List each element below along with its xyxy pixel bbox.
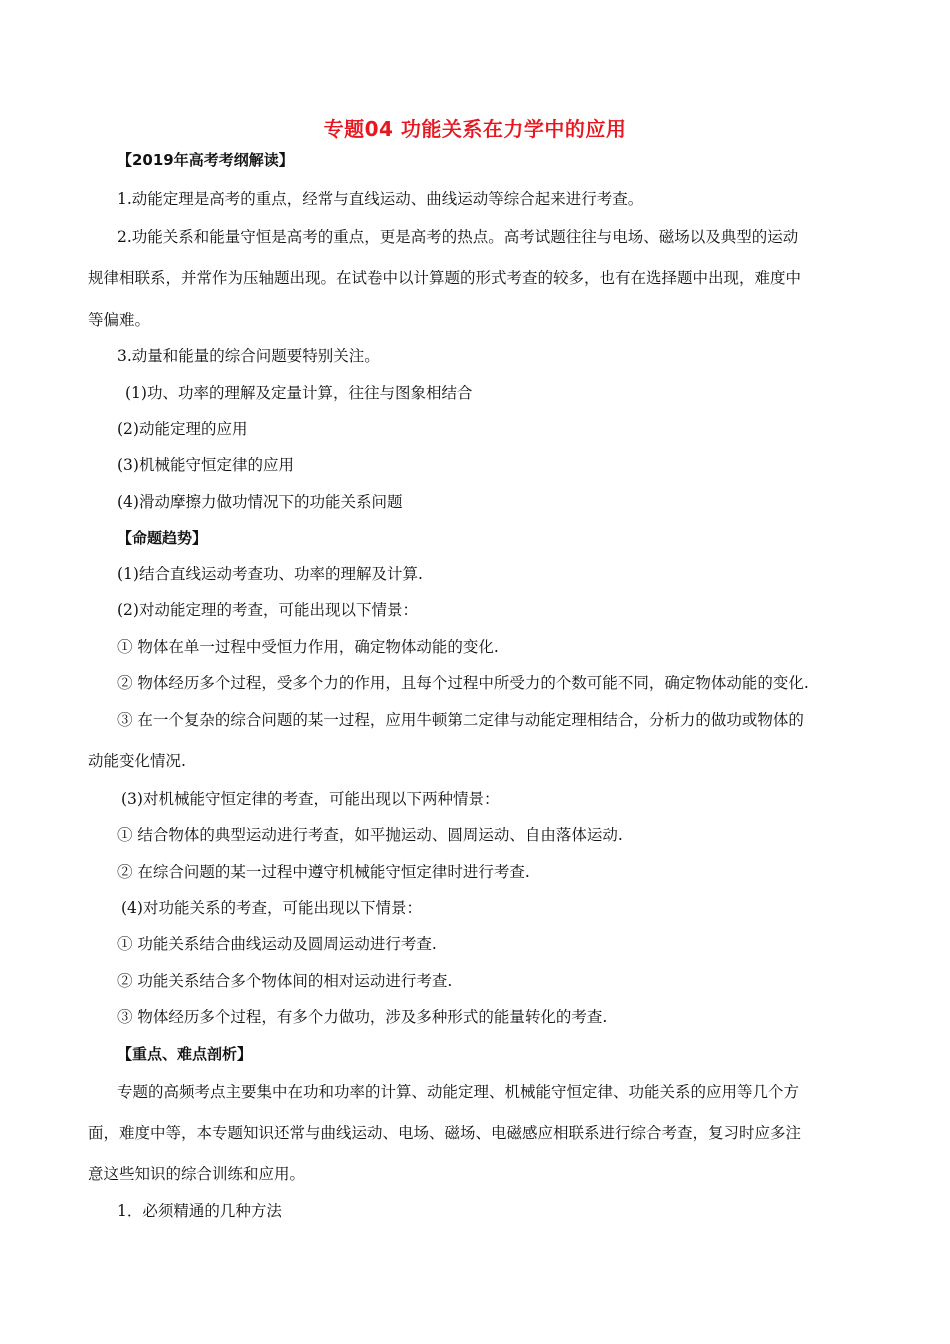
list-item: ③ 在一个复杂的综合问题的某一过程，应用牛顿第二定律与动能定理相结合，分析力的做功或物体的 bbox=[117, 711, 804, 729]
paragraph-line: 3.动量和能量的综合问题要特别关注。 bbox=[117, 347, 380, 365]
list-item: ① 结合物体的典型运动进行考查，如平抛运动、圆周运动、自由落体运动. bbox=[117, 826, 623, 844]
paragraph-line: (4)对功能关系的考查，可能出现以下情景： bbox=[121, 899, 422, 917]
paragraph-line: 等偏难。 bbox=[88, 311, 151, 329]
paragraph-line: 1．必须精通的几种方法 bbox=[117, 1202, 282, 1220]
paragraph-line: 面，难度中等，本专题知识还常与曲线运动、电场、磁场、电磁感应相联系进行综合考查，复习时应多注 bbox=[88, 1124, 802, 1142]
list-item: ② 在综合问题的某一过程中遵守机械能守恒定律时进行考查. bbox=[117, 863, 530, 881]
list-item: (2)动能定理的应用 bbox=[117, 420, 248, 438]
section-heading-key: 【重点、难点剖析】 bbox=[117, 1045, 253, 1063]
list-item: ① 物体在单一过程中受恒力作用，确定物体动能的变化. bbox=[117, 638, 499, 656]
section-heading-trend: 【命题趋势】 bbox=[117, 529, 208, 547]
paragraph-line: (1)结合直线运动考查功、功率的理解及计算. bbox=[117, 565, 423, 583]
paragraph-line: (3)对机械能守恒定律的考查，可能出现以下两种情景： bbox=[121, 790, 500, 808]
paragraph-line: 动能变化情况. bbox=[88, 752, 186, 770]
paragraph-line: 1.动能定理是高考的重点，经常与直线运动、曲线运动等综合起来进行考查。 bbox=[117, 190, 644, 208]
list-item: (1)功、功率的理解及定量计算，往往与图象相结合 bbox=[125, 384, 473, 402]
list-item: (3)机械能守恒定律的应用 bbox=[117, 456, 294, 474]
page-title: 专题04 功能关系在力学中的应用 bbox=[323, 117, 627, 141]
list-item: ③ 物体经历多个过程，有多个力做功，涉及多种形式的能量转化的考查. bbox=[117, 1008, 608, 1026]
paragraph-line: 2.功能关系和能量守恒是高考的重点，更是高考的热点。高考试题往往与电场、磁场以及典型的运动 bbox=[117, 228, 799, 246]
paragraph-line: 规律相联系，并常作为压轴题出现。在试卷中以计算题的形式考查的较多，也有在选择题中出现，难度中 bbox=[88, 269, 802, 287]
paragraph-line: (2)对动能定理的考查，可能出现以下情景： bbox=[117, 601, 418, 619]
list-item: ① 功能关系结合曲线运动及圆周运动进行考查. bbox=[117, 935, 437, 953]
paragraph-line: 意这些知识的综合训练和应用。 bbox=[88, 1165, 306, 1183]
list-item: (4)滑动摩擦力做功情况下的功能关系问题 bbox=[117, 493, 403, 511]
list-item: ② 物体经历多个过程，受多个力的作用，且每个过程中所受力的个数可能不同，确定物体动能的变化. bbox=[117, 674, 809, 692]
section-heading-outline: 【2019年高考考纲解读】 bbox=[117, 151, 294, 169]
list-item: ② 功能关系结合多个物体间的相对运动进行考查. bbox=[117, 972, 453, 990]
paragraph-line: 专题的高频考点主要集中在功和功率的计算、动能定理、机械能守恒定律、功能关系的应用等几个方 bbox=[117, 1083, 800, 1101]
